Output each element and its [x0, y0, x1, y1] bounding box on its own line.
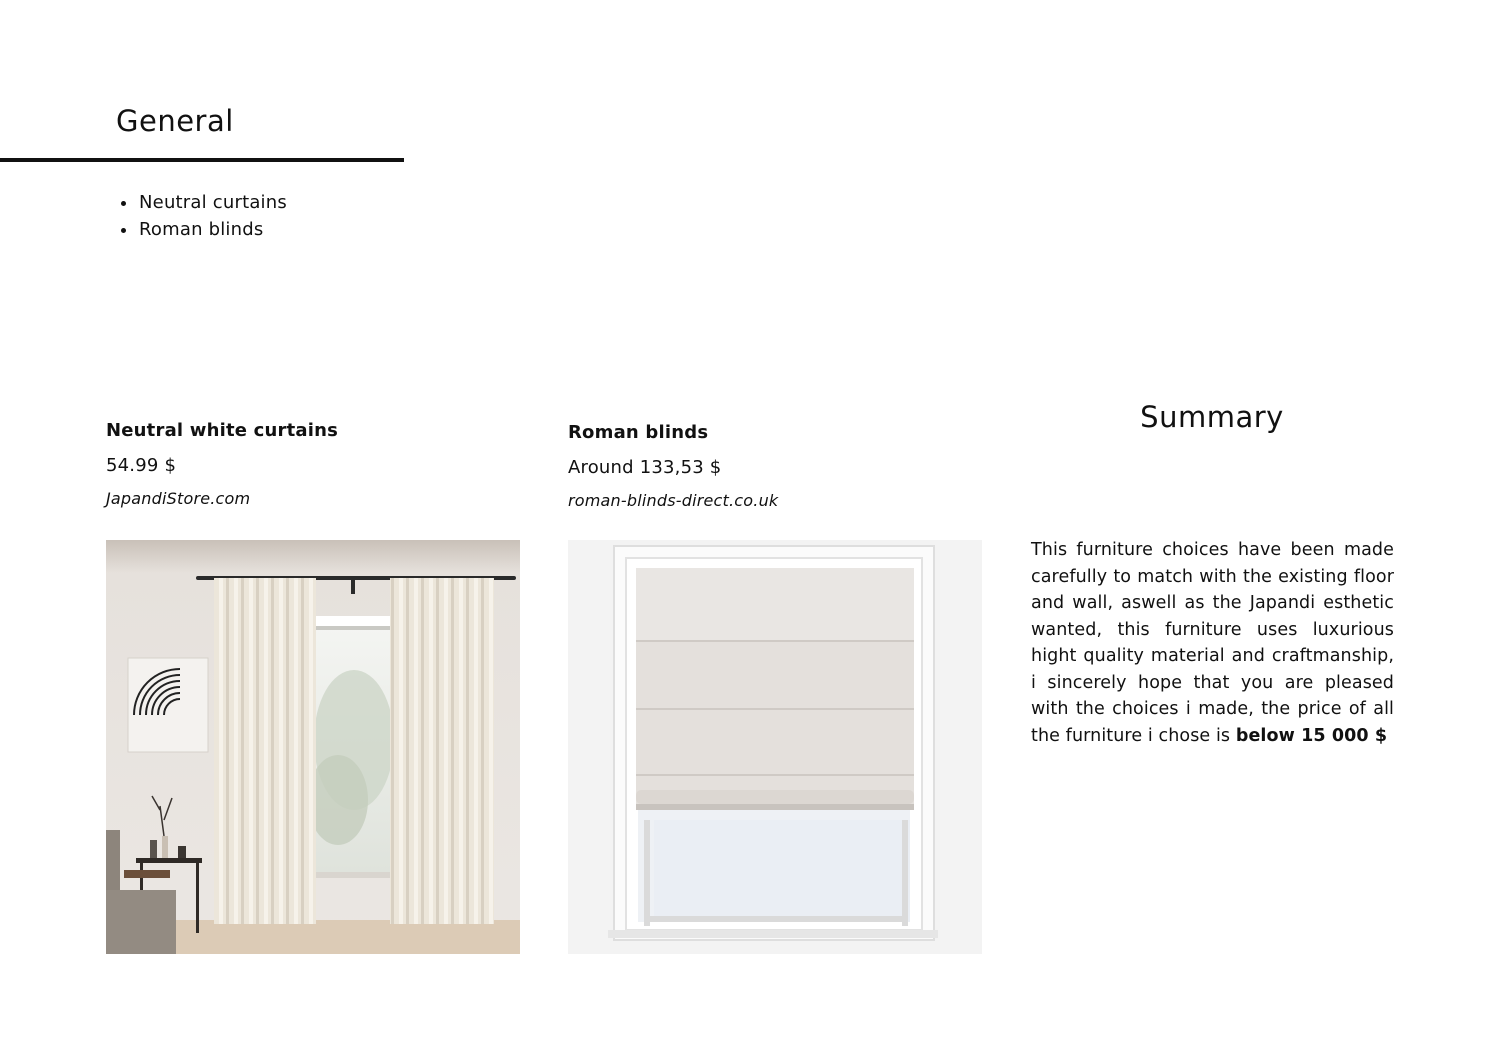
list-item: • Neutral curtains: [138, 189, 287, 216]
roman-blind-photo: [568, 540, 982, 954]
product-price: Around 133,53 $: [568, 457, 722, 478]
product-name: Neutral white curtains: [106, 420, 339, 441]
summary-highlight: below 15 000 $: [1235, 725, 1388, 746]
curtains-photo: [106, 540, 520, 954]
section-divider: [0, 158, 404, 162]
summary-title: Summary: [1140, 400, 1284, 434]
summary-text: [1031, 537, 1394, 749]
general-list: [116, 189, 287, 243]
product-name: Roman blinds: [568, 422, 709, 443]
list-item: • Roman blinds: [138, 216, 287, 243]
product-store-link[interactable]: roman-blinds-direct.co.uk: [568, 491, 779, 510]
product-store-link[interactable]: JapandiStore.com: [106, 489, 251, 508]
product-price: 54.99 $: [106, 455, 177, 476]
summary-body: This furniture choices have been made carefully to match with the existing floor and wall, aswell as the Japandi esthetic wanted, this furniture uses luxurious hight quality material and craftmanship, i sincerely hope that you are pleased with the choices i made, the price of all the furniture i chose is: [1031, 540, 1394, 746]
section-title-general: General: [116, 104, 234, 138]
